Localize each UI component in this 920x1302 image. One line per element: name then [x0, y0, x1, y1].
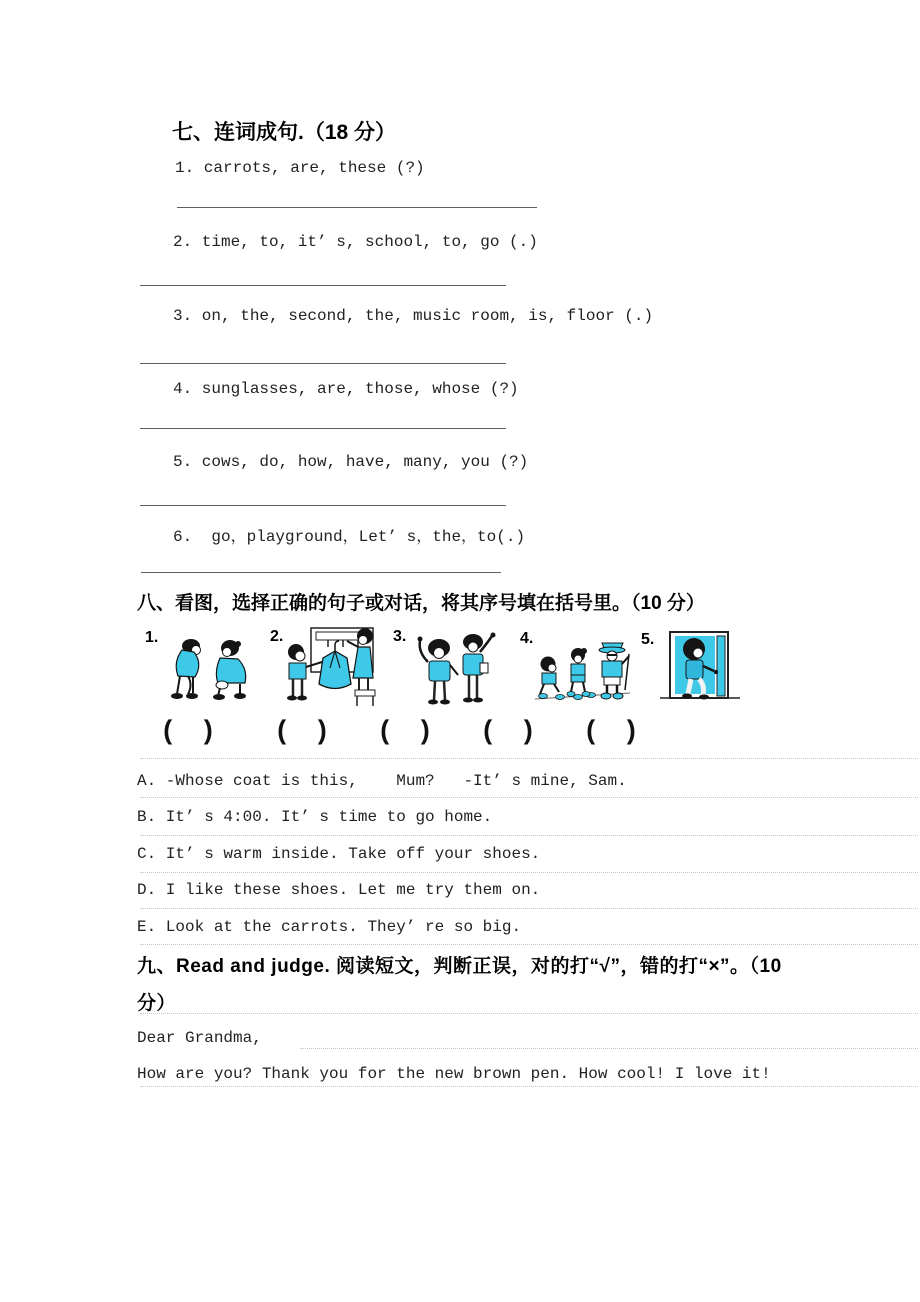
- section7-title: 七、连词成句.（18 分）: [172, 121, 397, 144]
- answer-line-3: [140, 363, 506, 364]
- answer-parens-2: [274, 718, 330, 748]
- letter-salutation: Dear Grandma,: [137, 1029, 262, 1047]
- answer-line-5: [140, 505, 506, 506]
- dotted-rule: [140, 908, 918, 909]
- option-a: A. -Whose coat is this, Mum? -It’ s mine, Sam.: [137, 772, 627, 790]
- answer-line-6: [141, 572, 501, 573]
- paren-open: (: [274, 718, 291, 748]
- dotted-rule: [140, 872, 918, 873]
- answer-line-4: [140, 428, 506, 429]
- answer-parens-5: [583, 718, 639, 748]
- paren-close: ): [519, 718, 536, 748]
- figure-5-image-entering-door: [656, 628, 744, 714]
- dotted-rule: [140, 944, 918, 945]
- dotted-rule: [140, 835, 918, 836]
- section8-title: 八、看图，选择正确的句子或对话，将其序号填在括号里。（10 分）: [137, 593, 705, 614]
- paren-open: (: [480, 718, 497, 748]
- section7-item-4: 4. sunglasses, are, those, whose (?): [173, 380, 519, 398]
- option-d: D. I like these shoes. Let me try them on.: [137, 881, 541, 899]
- paren-open: (: [377, 718, 394, 748]
- dotted-rule: [140, 797, 918, 798]
- figure-5-number: 5.: [641, 631, 655, 648]
- answer-parens-3: [377, 718, 433, 748]
- section7-item-5: 5. cows, do, how, have, many, you (?): [173, 453, 529, 471]
- figure-3-number: 3.: [393, 628, 407, 645]
- answer-line-1: [177, 207, 537, 208]
- letter-body-line: How are you? Thank you for the new brown pen. How cool! I love it!: [137, 1065, 771, 1083]
- paren-open: (: [583, 718, 600, 748]
- section7-item-2: 2. time, to, it’ s, school, to, go (.): [173, 233, 538, 251]
- dotted-rule: [140, 758, 918, 759]
- figure-4-number: 4.: [520, 630, 534, 647]
- dotted-rule: [300, 1048, 918, 1049]
- option-c: C. It’ s warm inside. Take off your shoes.: [137, 845, 541, 863]
- option-e: E. Look at the carrots. They’ re so big.: [137, 918, 522, 936]
- figure-4-image-pulling-carrots: [533, 634, 633, 710]
- section9-title: 九、Read and judge. 阅读短文，判断正误，对的打“√”，错的打“×”。（10 分）: [137, 956, 782, 1014]
- paren-close: ): [199, 718, 216, 748]
- section7-item-1: 1. carrots, are, these (?): [175, 159, 425, 177]
- option-b: B. It’ s 4:00. It’ s time to go home.: [137, 808, 493, 826]
- paren-close: ): [416, 718, 433, 748]
- answer-line-2: [140, 285, 506, 286]
- section7-item-3: 3. on, the, second, the, music room, is, floor (.): [173, 307, 654, 325]
- paren-open: (: [160, 718, 177, 748]
- answer-parens-1: [160, 718, 216, 748]
- figure-2-image-coat-and-mum: [283, 626, 381, 712]
- figure-1-number: 1.: [145, 629, 159, 646]
- dotted-rule: [140, 1086, 918, 1087]
- figure-2-number: 2.: [270, 628, 284, 645]
- section7-item-6: 6. go，playground，Let’ s，the，to(.): [173, 528, 526, 546]
- figure-1-image-taking-off-shoes: [158, 636, 258, 710]
- paren-close: ): [622, 718, 639, 748]
- figure-3-image-kids-waving: [406, 630, 502, 712]
- answer-parens-4: [480, 718, 536, 748]
- paren-close: ): [313, 718, 330, 748]
